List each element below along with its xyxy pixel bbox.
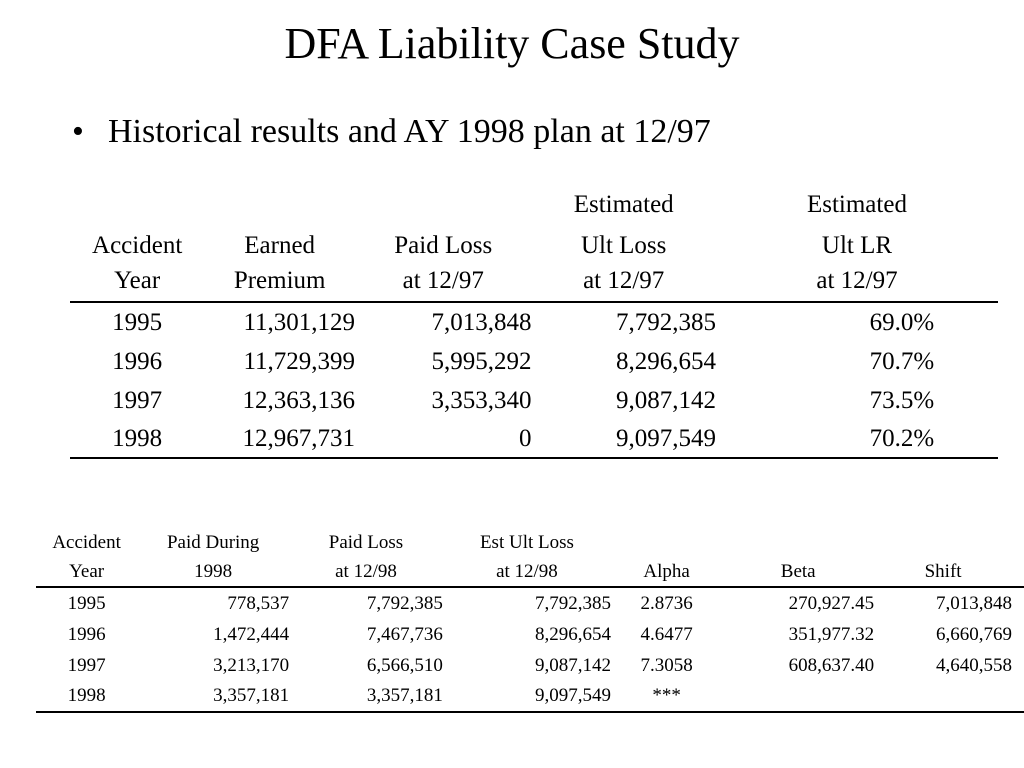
table1-header-cell: Year bbox=[70, 266, 204, 302]
table2-cell: 2.8736 bbox=[640, 593, 693, 614]
table2-cell: 7,013,848 bbox=[936, 593, 1012, 614]
table2-cell: 6,566,510 bbox=[366, 655, 443, 676]
table2-cell: 1998 bbox=[36, 681, 137, 712]
table2-cell: 8,296,654 bbox=[534, 624, 611, 645]
table1-header-cell: Ult LR bbox=[821, 232, 893, 259]
table2-header-cell: Shift bbox=[874, 558, 1024, 587]
table1-header-cell: Estimated bbox=[806, 191, 907, 218]
table1-cell: 7,792,385 bbox=[615, 309, 716, 336]
table2-cell: 3,357,181 bbox=[137, 681, 289, 712]
table1-cell: 12,363,136 bbox=[242, 387, 356, 414]
table2-cell: 351,977.32 bbox=[788, 624, 875, 645]
table2-cell: 9,087,142 bbox=[534, 655, 611, 676]
table-row bbox=[36, 619, 1024, 650]
parameter-table bbox=[36, 528, 1024, 713]
table1-header-cell: at 12/97 bbox=[355, 266, 531, 302]
table2-cell: 3,357,181 bbox=[289, 681, 443, 712]
table2-cell: 4,640,558 bbox=[936, 655, 1012, 676]
table2-cell bbox=[874, 681, 1024, 712]
table2-cell: 1995 bbox=[67, 593, 106, 614]
table1-header-cell: Premium bbox=[204, 266, 355, 302]
table1-cell: 1995 bbox=[112, 309, 163, 336]
table2-cell: 4.6477 bbox=[640, 624, 693, 645]
table1-header-cell: Estimated bbox=[573, 191, 674, 218]
table-row bbox=[70, 302, 998, 342]
bullet-text: Historical results and AY 1998 plan at 12/97 bbox=[108, 113, 711, 150]
slide-title: DFA Liability Case Study bbox=[284, 19, 740, 68]
table1-cell: 70.2% bbox=[716, 420, 998, 458]
table1-header-cell: Accident bbox=[92, 232, 183, 259]
table2-cell bbox=[722, 681, 874, 712]
table1-header-cell: at 12/97 bbox=[716, 266, 998, 302]
table2-header-cell bbox=[611, 528, 722, 558]
table-row bbox=[70, 342, 998, 381]
table1-cell: 9,097,549 bbox=[531, 420, 715, 458]
table1-cell: 69.0% bbox=[869, 309, 935, 336]
table2-cell: 6,660,769 bbox=[936, 624, 1012, 645]
table1-cell: 7,013,848 bbox=[431, 309, 532, 336]
table2-header-row bbox=[36, 528, 1024, 558]
table1-cell: 1998 bbox=[70, 420, 204, 458]
table2-header-cell bbox=[722, 528, 874, 558]
table1-cell: 0 bbox=[355, 420, 531, 458]
table2-cell: 1996 bbox=[67, 624, 106, 645]
table2-header-cell: Year bbox=[36, 558, 137, 587]
table2-header-cell: Paid Loss bbox=[328, 532, 404, 553]
table1-header-cell: at 12/97 bbox=[531, 266, 715, 302]
table2-cell: 7,792,385 bbox=[366, 593, 443, 614]
table2-cell: 608,637.40 bbox=[788, 655, 875, 676]
table2-header-cell: Est Ult Loss bbox=[479, 532, 574, 553]
bullet-point bbox=[72, 108, 711, 156]
bullet-icon: • bbox=[72, 113, 84, 150]
table1-header-row bbox=[70, 184, 998, 225]
table2-header-cell: Accident bbox=[52, 532, 121, 553]
table2-cell: 778,537 bbox=[227, 593, 290, 614]
table1-cell: 11,729,399 bbox=[243, 348, 356, 375]
table1-header-cell bbox=[355, 184, 531, 225]
table-row bbox=[36, 587, 1024, 619]
table1-cell: 9,087,142 bbox=[615, 387, 716, 414]
table-row bbox=[70, 420, 998, 458]
table1-header-cell: Earned bbox=[244, 232, 316, 259]
table1-header-cell bbox=[204, 184, 355, 225]
table1-cell: 73.5% bbox=[869, 387, 935, 414]
table2-cell: 7,467,736 bbox=[366, 624, 443, 645]
table2-cell: 7.3058 bbox=[640, 655, 693, 676]
table1-cell: 12,967,731 bbox=[204, 420, 355, 458]
table2-cell: 270,927.45 bbox=[788, 593, 875, 614]
table2-cell: 7,792,385 bbox=[534, 593, 611, 614]
table-row bbox=[70, 381, 998, 420]
table1-header-cell bbox=[70, 184, 204, 225]
table1-cell: 1997 bbox=[112, 387, 163, 414]
table2-header-cell: Alpha bbox=[611, 558, 722, 587]
table2-header-cell: at 12/98 bbox=[289, 558, 443, 587]
table1-header-cell: Ult Loss bbox=[580, 232, 667, 259]
table1-header-row bbox=[70, 225, 998, 266]
table2-header-cell: Beta bbox=[722, 558, 874, 587]
table-row bbox=[36, 650, 1024, 681]
table1-header-row bbox=[70, 266, 998, 302]
table1-cell: 3,353,340 bbox=[431, 387, 532, 414]
table-row bbox=[36, 681, 1024, 712]
table1-cell: 70.7% bbox=[869, 348, 935, 375]
table2-cell: 3,213,170 bbox=[213, 655, 290, 676]
table2-header-row bbox=[36, 558, 1024, 587]
table1-cell: 8,296,654 bbox=[615, 348, 716, 375]
historical-results-table bbox=[70, 184, 998, 459]
table1-cell: 1996 bbox=[112, 348, 163, 375]
table2-header-cell bbox=[874, 528, 1024, 558]
table1-header-cell: Paid Loss bbox=[394, 232, 493, 259]
table2-cell: 1997 bbox=[67, 655, 106, 676]
table2-cell: 1,472,444 bbox=[213, 624, 290, 645]
table2-header-cell: 1998 bbox=[137, 558, 289, 587]
table1-cell: 5,995,292 bbox=[431, 348, 532, 375]
table2-header-cell: at 12/98 bbox=[443, 558, 611, 587]
table2-header-cell: Paid During bbox=[166, 532, 260, 553]
table1-cell: 11,301,129 bbox=[243, 309, 356, 336]
table2-cell: *** bbox=[611, 681, 722, 712]
table2-cell: 9,097,549 bbox=[443, 681, 611, 712]
